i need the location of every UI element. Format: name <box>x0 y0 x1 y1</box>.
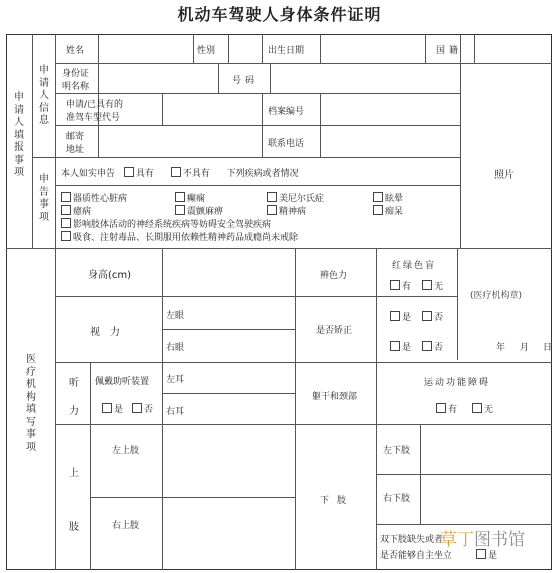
grid-line <box>425 34 426 63</box>
declaration-heading: 申告事项 <box>39 174 49 223</box>
name-label: 姓名 <box>66 46 85 56</box>
height-label: 身高(cm) <box>88 270 132 281</box>
gender-label: 性别 <box>197 46 216 56</box>
grid-line <box>162 329 295 330</box>
sit-yes-checkbox[interactable]: 是 <box>476 548 497 561</box>
trunk-neck-label: 躯干和颈部 <box>312 392 358 402</box>
grid-line <box>162 393 295 394</box>
grid-line <box>55 63 552 64</box>
hearing-aid-label: 佩戴助听装置 <box>95 377 150 387</box>
left-eye-label: 左眼 <box>166 311 185 321</box>
grid-line <box>6 248 552 249</box>
lower-limb-label: 下肢 <box>320 496 355 506</box>
corrected-no-checkbox[interactable]: 否 <box>422 310 443 323</box>
left-upper-limb-label: 左上肢 <box>112 446 140 456</box>
grid-line <box>55 296 457 297</box>
corrected-label: 是否矫正 <box>316 326 353 336</box>
vehicle-type-label-1: 申请/已具有的 <box>66 100 124 110</box>
grid-line <box>162 93 163 125</box>
upper-limb-label-1: 上 <box>69 468 79 479</box>
grid-line <box>262 93 263 157</box>
motor-no-checkbox[interactable]: 无 <box>472 402 493 415</box>
id-number-label: 号码 <box>232 76 259 86</box>
disease-checkbox[interactable]: 癫痫 <box>175 191 205 204</box>
grid-line <box>55 34 56 248</box>
corrected-no-checkbox-2[interactable]: 否 <box>422 340 443 353</box>
has-not-checkbox[interactable]: 不具有 <box>171 169 210 179</box>
disease-checkbox[interactable]: 震颤麻痹 <box>175 204 223 217</box>
date-year: 年 <box>496 343 506 353</box>
grid-line <box>376 474 552 475</box>
form-title: 机动车驾驶人身体条件证明 <box>177 5 382 24</box>
grid-line <box>460 34 461 248</box>
disease-checkbox[interactable]: 痴呆 <box>373 204 403 217</box>
grid-line <box>193 34 194 63</box>
watermark-part: 丁 <box>457 530 474 550</box>
photo-label: 照片 <box>494 170 514 181</box>
id-doc-label-1: 身份证 <box>62 69 90 79</box>
grid-line <box>55 424 552 425</box>
medical-section-heading: 医疗机构填写事项 <box>26 354 36 453</box>
disease-checkbox[interactable]: 眩晕 <box>373 191 403 204</box>
grid-line <box>320 93 321 157</box>
vehicle-type-label-2: 准驾车型代号 <box>66 113 121 123</box>
watermark-part: 草 <box>440 530 457 550</box>
upper-limb-label-2: 肢 <box>69 522 79 533</box>
hearing-aid-yes-checkbox[interactable]: 是 <box>102 402 123 415</box>
right-upper-limb-label: 右上肢 <box>112 521 140 531</box>
both-lower-label-1: 双下肢缺失或者 <box>380 535 444 545</box>
date-month: 月 <box>520 343 530 353</box>
watermark <box>440 525 525 550</box>
color-vision-label: 辨色力 <box>320 271 348 281</box>
motor-yes-checkbox[interactable]: 有 <box>436 402 457 415</box>
motor-disorder-label: 运动功能障碍 <box>424 378 491 388</box>
grid-line <box>228 34 229 63</box>
vision-label: 视力 <box>90 327 130 338</box>
disease-checkbox[interactable]: 精神病 <box>267 204 306 217</box>
following-text: 下列疾病或者情况 <box>226 169 299 179</box>
mailing-label-1: 邮寄 <box>66 132 85 142</box>
grid-line <box>262 34 263 63</box>
disease-checkbox[interactable]: 影响肢体活动的神经系统疾病等妨碍安全驾驶疾病 <box>61 217 271 230</box>
applicant-info-heading: 申请人信息 <box>39 65 49 126</box>
corrected-yes-checkbox[interactable]: 是 <box>390 310 411 323</box>
right-eye-label: 右眼 <box>166 343 185 353</box>
file-number-label: 档案编号 <box>268 107 305 117</box>
grid-line <box>90 497 295 498</box>
medical-stamp-label: (医疗机构章) <box>470 291 523 301</box>
grid-line <box>55 185 460 186</box>
disease-checkbox[interactable]: 癔病 <box>61 204 91 217</box>
grid-line <box>218 63 219 93</box>
grid-line <box>320 34 321 63</box>
declaration-statement <box>61 166 299 179</box>
hearing-label-1: 听 <box>69 378 79 389</box>
grid-line <box>55 125 460 126</box>
hearing-aid-no-checkbox[interactable]: 否 <box>132 402 153 415</box>
statement-text: 本人如实申告 <box>61 169 116 179</box>
grid-line <box>98 34 99 157</box>
disease-checkbox[interactable]: 吸食、注射毒品、长期服用依赖性精神药品成瘾尚未戒除 <box>61 230 298 243</box>
disease-checkbox[interactable]: 美尼尔氏症 <box>267 191 324 204</box>
color-blind-label: 红绿色盲 <box>392 261 437 271</box>
left-lower-limb-label: 左下肢 <box>383 446 411 456</box>
grid-line <box>270 63 271 93</box>
right-ear-label: 右耳 <box>166 407 185 417</box>
disease-checkbox[interactable]: 器质性心脏病 <box>61 191 127 204</box>
mailing-label-2: 地址 <box>66 145 85 155</box>
corrected-yes-checkbox-2[interactable]: 是 <box>390 340 411 353</box>
id-doc-label-2: 明名称 <box>62 82 90 92</box>
applicant-section-heading: 申请人填报事项 <box>14 92 24 178</box>
nationality-label: 国籍 <box>436 46 463 56</box>
grid-line <box>457 248 458 360</box>
watermark-part: 图书馆 <box>474 530 525 550</box>
phone-label: 联系电话 <box>268 139 305 149</box>
grid-line <box>474 34 475 63</box>
grid-line <box>32 157 460 158</box>
left-ear-label: 左耳 <box>166 375 185 385</box>
right-lower-limb-label: 右下肢 <box>383 494 411 504</box>
color-blind-no-checkbox[interactable]: 无 <box>422 279 443 292</box>
grid-line <box>55 362 552 363</box>
grid-line <box>55 93 460 94</box>
grid-line <box>32 34 33 248</box>
grid-line <box>90 362 91 424</box>
hearing-label-2: 力 <box>69 406 79 417</box>
both-lower-label-2: 是否能够自主坐立 <box>380 551 453 561</box>
color-blind-yes-checkbox[interactable]: 有 <box>390 279 411 292</box>
has-checkbox[interactable]: 具有 <box>124 169 154 179</box>
date-day: 日 <box>543 343 553 353</box>
birth-date-label: 出生日期 <box>268 46 305 56</box>
